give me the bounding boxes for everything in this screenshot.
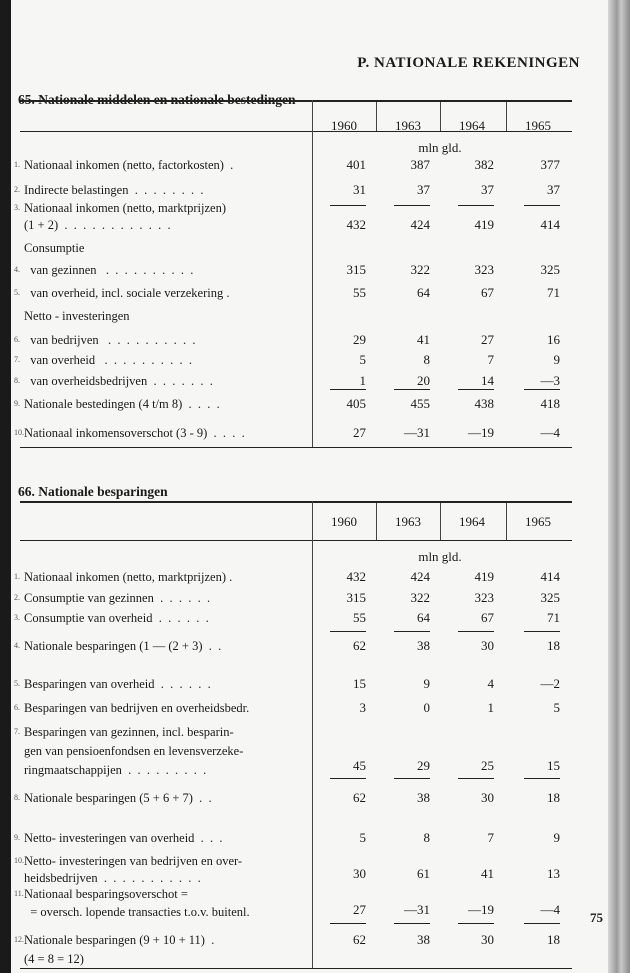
row-label: Nationale bestedingen (4 t/m 8) . . . .: [24, 397, 220, 411]
cell-value: 424: [410, 569, 430, 584]
cell-value: 62: [353, 790, 366, 805]
row-label: Nationaal inkomensoverschot (3 - 9) . . . .: [24, 426, 245, 440]
cell-value: 18: [547, 790, 560, 805]
table-rule: [20, 501, 572, 503]
cell-value: 16: [547, 332, 560, 347]
row-label: Indirecte belastingen . . . . . . . .: [24, 183, 204, 197]
row-label: van overheid . . . . . . . . . .: [24, 353, 193, 367]
cell-value: 15: [547, 758, 560, 773]
row-number: 7.: [14, 727, 20, 736]
cell-value: 7: [487, 352, 494, 367]
cell-value: 71: [547, 285, 560, 300]
cell-value: 432: [346, 217, 366, 232]
book-binding: [0, 0, 11, 973]
cell-value: 8: [423, 830, 430, 845]
cell-value: 401: [346, 157, 366, 172]
cell-value: 322: [410, 590, 430, 605]
unit-label: mln gld.: [418, 549, 462, 564]
row-label: Netto- investeringen van bedrijven en over-: [24, 854, 243, 868]
cell-value: 455: [410, 396, 430, 411]
cell-value: 5: [359, 830, 366, 845]
cell-value: 31: [353, 182, 366, 197]
row-label: van overheidsbedrijven . . . . . . .: [24, 374, 213, 388]
unit-label: mln gld.: [418, 140, 462, 155]
cell-value: 62: [353, 638, 366, 653]
sum-rule: [524, 389, 560, 390]
sum-rule: [458, 778, 494, 779]
sum-rule: [394, 205, 430, 206]
row-number: 10.: [14, 428, 24, 437]
cell-value: —4: [540, 902, 560, 917]
row-number: 6.: [14, 703, 20, 712]
row-label: Besparingen van bedrijven en overheidsbedr.: [24, 701, 250, 715]
cell-value: 37: [547, 182, 560, 197]
cell-value: 30: [353, 866, 366, 881]
row-number: 3.: [14, 613, 20, 622]
cell-value: 37: [417, 182, 430, 197]
sum-rule: [330, 923, 366, 924]
row-number: 4.: [14, 265, 20, 274]
cell-value: 418: [540, 396, 560, 411]
cell-value: —31: [404, 902, 430, 917]
cell-value: 325: [540, 590, 560, 605]
cell-value: 29: [353, 332, 366, 347]
cell-value: 9: [553, 352, 560, 367]
cell-value: —31: [404, 425, 430, 440]
cell-value: 27: [353, 425, 366, 440]
row-label: Besparingen van overheid . . . . . .: [24, 677, 211, 691]
cell-value: 9: [423, 676, 430, 691]
sum-rule: [330, 205, 366, 206]
table-title: 65. Nationale middelen en nationale bestedingen: [18, 92, 296, 107]
cell-value: 30: [481, 638, 494, 653]
column-header-year: 1963: [395, 514, 421, 529]
cell-value: 27: [353, 902, 366, 917]
cell-value: 38: [417, 932, 430, 947]
table-rule: [20, 100, 572, 102]
cell-value: 432: [346, 569, 366, 584]
cell-value: 8: [423, 352, 430, 367]
sum-rule: [394, 389, 430, 390]
table-bottom-rule: [20, 447, 572, 448]
cell-value: 45: [353, 758, 366, 773]
row-number: 5.: [14, 679, 20, 688]
cell-value: 323: [474, 590, 494, 605]
cell-value: 424: [410, 217, 430, 232]
cell-value: 20: [417, 373, 430, 388]
cell-value: 64: [417, 285, 430, 300]
cell-value: —3: [540, 373, 560, 388]
cell-value: 15: [353, 676, 366, 691]
sum-rule: [458, 205, 494, 206]
cell-value: 325: [540, 262, 560, 277]
row-label: Consumptie: [24, 241, 85, 255]
cell-value: 14: [481, 373, 494, 388]
cell-value: 387: [410, 157, 430, 172]
row-number: 8.: [14, 793, 20, 802]
row-label: Nationaal inkomen (netto, marktprijzen) .: [24, 570, 233, 584]
sum-rule: [458, 631, 494, 632]
row-number: 12.: [14, 935, 24, 944]
cell-value: 323: [474, 262, 494, 277]
column-header-year: 1960: [331, 514, 357, 529]
cell-value: 30: [481, 932, 494, 947]
cell-value: 322: [410, 262, 430, 277]
cell-value: 1: [487, 700, 494, 715]
cell-value: 41: [481, 866, 494, 881]
row-label: (1 + 2) . . . . . . . . . . . .: [24, 218, 171, 232]
row-label: van gezinnen . . . . . . . . . .: [24, 263, 194, 277]
cell-value: 315: [346, 590, 366, 605]
row-number: 9.: [14, 833, 20, 842]
cell-value: 419: [474, 569, 494, 584]
cell-value: 4: [487, 676, 494, 691]
cell-value: 38: [417, 790, 430, 805]
sum-rule: [394, 923, 430, 924]
cell-value: 38: [417, 638, 430, 653]
row-label: (4 = 8 = 12): [24, 952, 84, 966]
cell-value: 55: [353, 610, 366, 625]
row-number: 5.: [14, 288, 20, 297]
cell-value: 29: [417, 758, 430, 773]
cell-value: 315: [346, 262, 366, 277]
column-header-year: 1963: [395, 118, 421, 133]
cell-value: 382: [474, 157, 494, 172]
page-number: 75: [590, 910, 603, 925]
table-title: 66. Nationale besparingen: [18, 484, 168, 499]
row-number: 7.: [14, 355, 20, 364]
sum-rule: [524, 631, 560, 632]
cell-value: 37: [481, 182, 494, 197]
cell-value: 67: [481, 285, 494, 300]
sum-rule: [394, 778, 430, 779]
row-label: Consumptie van gezinnen . . . . . .: [24, 591, 211, 605]
row-number: 3.: [14, 203, 20, 212]
sum-rule: [330, 631, 366, 632]
cell-value: —19: [468, 902, 494, 917]
column-header-year: 1960: [331, 118, 357, 133]
sum-rule: [330, 778, 366, 779]
row-number: 2.: [14, 593, 20, 602]
row-label: Nationaal besparingsoverschot =: [24, 887, 188, 901]
column-header-year: 1964: [459, 118, 485, 133]
column-header-year: 1965: [525, 118, 551, 133]
sum-rule: [458, 389, 494, 390]
row-number: 11.: [14, 889, 24, 898]
cell-value: 13: [547, 866, 560, 881]
row-label: Netto- investeringen van overheid . . .: [24, 831, 223, 845]
row-label: gen van pensioenfondsen en levensverzeke-: [24, 744, 244, 758]
row-number: 9.: [14, 399, 20, 408]
cell-value: 61: [417, 866, 430, 881]
column-header-year: 1964: [459, 514, 485, 529]
table-rule: [20, 540, 572, 541]
row-label: ringmaatschappijen . . . . . . . . .: [24, 763, 207, 777]
cell-value: 414: [540, 569, 560, 584]
cell-value: 71: [547, 610, 560, 625]
cell-value: 64: [417, 610, 430, 625]
row-number: 4.: [14, 641, 20, 650]
row-label: Netto - investeringen: [24, 309, 130, 323]
cell-value: 414: [540, 217, 560, 232]
row-number: 10.: [14, 856, 24, 865]
row-label: Nationale besparingen (1 — (2 + 3) . .: [24, 639, 222, 653]
sum-rule: [524, 205, 560, 206]
sum-rule: [524, 778, 560, 779]
row-label: Consumptie van overheid . . . . . .: [24, 611, 209, 625]
cell-value: 55: [353, 285, 366, 300]
cell-value: —2: [540, 676, 560, 691]
sum-rule: [524, 923, 560, 924]
cell-value: —4: [540, 425, 560, 440]
cell-value: 3: [359, 700, 366, 715]
cell-value: 405: [346, 396, 366, 411]
cell-value: 5: [359, 352, 366, 367]
row-label: Nationaal inkomen (netto, factorkosten) .: [24, 158, 234, 172]
row-number: 6.: [14, 335, 20, 344]
cell-value: 0: [423, 700, 430, 715]
row-number: 1.: [14, 160, 20, 169]
running-header: P. NATIONALE REKENINGEN: [357, 55, 580, 71]
cell-value: 419: [474, 217, 494, 232]
table-bottom-rule: [20, 968, 572, 969]
row-label: = oversch. lopende transacties t.o.v. buitenl.: [24, 905, 250, 919]
row-label: Nationaal inkomen (netto, marktprijzen): [24, 201, 227, 215]
sum-rule: [458, 923, 494, 924]
column-divider: [312, 501, 313, 968]
cell-value: 7: [487, 830, 494, 845]
cell-value: 377: [540, 157, 560, 172]
page-edge: [608, 0, 630, 973]
cell-value: 1: [359, 373, 366, 388]
row-number: 2.: [14, 185, 20, 194]
column-header-year: 1965: [525, 514, 551, 529]
cell-value: 9: [553, 830, 560, 845]
cell-value: 62: [353, 932, 366, 947]
cell-value: 18: [547, 638, 560, 653]
row-number: 8.: [14, 376, 20, 385]
cell-value: 67: [481, 610, 494, 625]
row-label: heidsbedrijven . . . . . . . . . . .: [24, 871, 201, 885]
sum-rule: [330, 389, 366, 390]
cell-value: 27: [481, 332, 494, 347]
row-label: van bedrijven . . . . . . . . . .: [24, 333, 196, 347]
cell-value: 438: [474, 396, 494, 411]
cell-value: 18: [547, 932, 560, 947]
row-label: Besparingen van gezinnen, incl. besparin-: [24, 725, 234, 739]
row-number: 1.: [14, 572, 20, 581]
row-label: Nationale besparingen (9 + 10 + 11) .: [24, 933, 215, 947]
row-label: Nationale besparingen (5 + 6 + 7) . .: [24, 791, 212, 805]
cell-value: 5: [553, 700, 560, 715]
row-label: van overheid, incl. sociale verzekering .: [24, 286, 230, 300]
sum-rule: [394, 631, 430, 632]
cell-value: —19: [468, 425, 494, 440]
cell-value: 41: [417, 332, 430, 347]
cell-value: 30: [481, 790, 494, 805]
cell-value: 25: [481, 758, 494, 773]
